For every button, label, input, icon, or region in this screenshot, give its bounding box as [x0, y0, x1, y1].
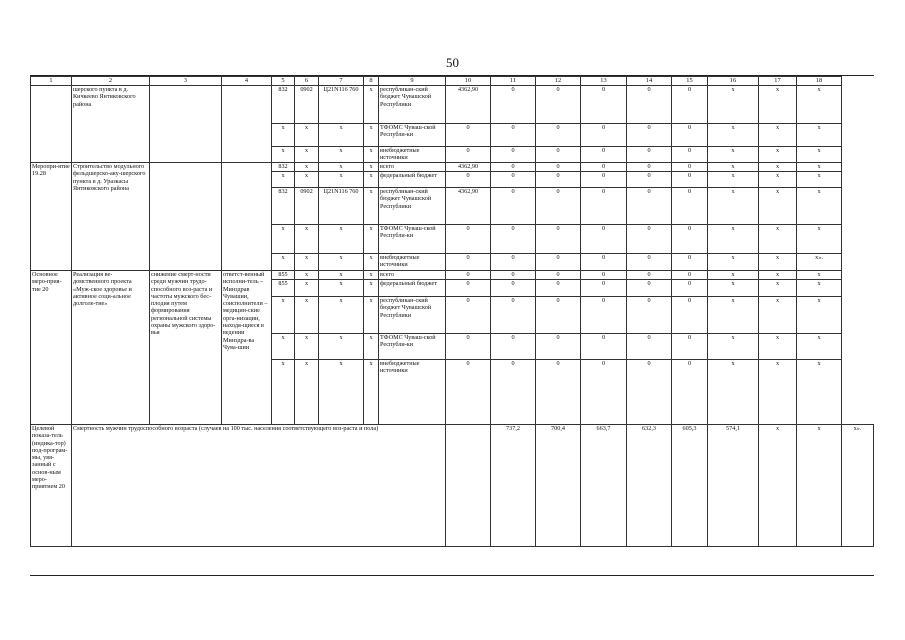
cell-col-5: 855: [272, 280, 295, 297]
cell-col-13: 0: [581, 297, 627, 334]
cell-col-13: 0: [581, 188, 627, 225]
cell-col-8: x: [364, 124, 379, 147]
cell-col-13: 0: [581, 172, 627, 188]
cell-col-15: 0: [672, 271, 708, 280]
cell-col-6: x: [295, 172, 319, 188]
cell-col-18: x: [797, 172, 842, 188]
cell-col-14: 0: [627, 124, 672, 147]
cell-col-5: 855: [272, 271, 295, 280]
cell-col-13: 0: [581, 163, 627, 172]
cell-col-12: 0: [536, 271, 581, 280]
cell-col-14: 0: [627, 360, 672, 425]
column-header-3: 3: [150, 77, 222, 86]
cell-col-16: x: [708, 163, 759, 172]
cell-col-12: 0: [536, 254, 581, 271]
cell-col-3: [150, 163, 222, 271]
cell-col-16: x: [708, 124, 759, 147]
cell-col-17: x: [759, 225, 797, 254]
cell-col-10: 4362,90: [446, 163, 491, 172]
cell-col-6: x: [295, 254, 319, 271]
column-header-row: [31, 77, 874, 86]
cell-col-9: федеральный бюджет: [379, 280, 446, 297]
cell-col-16: x: [708, 254, 759, 271]
cell-col-11: 0: [491, 86, 536, 124]
cell-col-13: 0: [581, 86, 627, 124]
cell-col-17: x: [759, 147, 797, 163]
cell-col-7: x: [319, 147, 364, 163]
cell-col-16: x: [708, 360, 759, 425]
top-rule: [30, 75, 874, 76]
column-header-1: 1: [31, 77, 72, 86]
cell-col-7: x: [319, 163, 364, 172]
cell-col-9: ТФОМС Чуваш-ской Республи-ки: [379, 334, 446, 360]
cell-col-17: x: [759, 297, 797, 334]
cell-col-14: 0: [627, 225, 672, 254]
cell-col-12: 0: [536, 124, 581, 147]
column-header-17: 17: [759, 77, 797, 86]
cell-col-11: 0: [491, 124, 536, 147]
cell-col-18: x: [797, 147, 842, 163]
cell-col-7: x: [319, 124, 364, 147]
cell-col-16: x: [708, 271, 759, 280]
cell-col-5: x: [272, 225, 295, 254]
column-header-7: 7: [319, 77, 364, 86]
cell-col-14: 0: [627, 188, 672, 225]
cell-col-13: 0: [581, 124, 627, 147]
cell-col-5: x: [272, 297, 295, 334]
cell-col-17: x: [759, 172, 797, 188]
cell-col-13: 0: [581, 254, 627, 271]
cell-col-8: x: [364, 254, 379, 271]
cell-col-9: внебюджетные источники: [379, 147, 446, 163]
cell-col-13: 0: [581, 225, 627, 254]
table-row: [31, 271, 874, 280]
cell-col-14: 0: [627, 147, 672, 163]
cell-col-5: x: [272, 254, 295, 271]
cell-col-10: 0: [446, 172, 491, 188]
cell-col-3: снижение смерт-ности среди мужчин трудо-способного воз-раста и частоты мужского бес-плодия путем формирования региональной системы охраны мужского здоро-вья: [150, 271, 222, 425]
cell-col-10: 0: [446, 297, 491, 334]
cell-col-9: всего: [379, 163, 446, 172]
cell-col-1: [31, 86, 72, 163]
cell-col-14: 0: [627, 334, 672, 360]
cell-col-5: x: [272, 147, 295, 163]
cell-col-9: республикан-ский бюджет Чувашской Республики: [379, 188, 446, 225]
column-header-16: 16: [708, 77, 759, 86]
cell-col-7: x: [319, 297, 364, 334]
cell-col-3: [150, 86, 222, 163]
cell-col-5: x: [272, 360, 295, 425]
indicator-value: 700,4: [536, 425, 581, 547]
cell-col-15: 0: [672, 188, 708, 225]
cell-col-1: Основное меро-прия-тие 20: [31, 271, 72, 425]
cell-col-9: республикан-ский бюджет Чувашской Республики: [379, 86, 446, 124]
cell-col-8: x: [364, 188, 379, 225]
cell-col-18: x: [797, 188, 842, 225]
program-table: [30, 76, 874, 547]
bottom-rule: [30, 575, 874, 576]
cell-col-15: 0: [672, 124, 708, 147]
cell-col-12: 0: [536, 297, 581, 334]
cell-col-13: 0: [581, 271, 627, 280]
cell-col-11: 0: [491, 225, 536, 254]
cell-col-9: республикан-ский бюджет Чувашской Республики: [379, 297, 446, 334]
cell-col-12: 0: [536, 86, 581, 124]
column-header-5: 5: [272, 77, 295, 86]
cell-col-15: 0: [672, 225, 708, 254]
cell-col-14: 0: [627, 280, 672, 297]
cell-col-11: 0: [491, 254, 536, 271]
cell-col-4: [222, 163, 272, 271]
cell-col-12: 0: [536, 172, 581, 188]
cell-col-6: x: [295, 124, 319, 147]
cell-col-7: x: [319, 172, 364, 188]
cell-col-18: x: [797, 225, 842, 254]
cell-col-6: x: [295, 297, 319, 334]
indicator-value: 632,3: [627, 425, 672, 547]
cell-col-6: x: [295, 334, 319, 360]
cell-col-7: x: [319, 271, 364, 280]
cell-col-1: Меропри-ятие 19.28: [31, 163, 72, 271]
cell-col-13: 0: [581, 360, 627, 425]
cell-col-11: 0: [491, 280, 536, 297]
cell-col-17: x: [759, 280, 797, 297]
cell-col-15: 0: [672, 360, 708, 425]
cell-col-6: x: [295, 280, 319, 297]
cell-col-18: x: [797, 334, 842, 360]
cell-col-13: 0: [581, 280, 627, 297]
column-header-6: 6: [295, 77, 319, 86]
column-header-12: 12: [536, 77, 581, 86]
cell-col-18: x: [797, 271, 842, 280]
cell-col-2: Реализация ве-домственного проекта «Муж-ское здоровье и активное соци-альное долголе-тие»: [72, 271, 150, 425]
cell-col-5: 832: [272, 188, 295, 225]
column-header-13: 13: [581, 77, 627, 86]
cell-col-11: 0: [491, 172, 536, 188]
cell-col-10: 0: [446, 280, 491, 297]
cell-col-17: x: [759, 254, 797, 271]
indicator-value: x: [797, 425, 842, 547]
cell-col-17: x: [759, 188, 797, 225]
cell-col-15: 0: [672, 172, 708, 188]
cell-col-8: x: [364, 334, 379, 360]
cell-col-18: x: [797, 280, 842, 297]
cell-col-6: 0902: [295, 86, 319, 124]
cell-col-7: x: [319, 360, 364, 425]
column-header-11: 11: [491, 77, 536, 86]
cell-col-9: внебюджетные источники: [379, 254, 446, 271]
cell-col-14: 0: [627, 254, 672, 271]
cell-col-15: 0: [672, 254, 708, 271]
cell-col-7: x: [319, 225, 364, 254]
cell-col-7: x: [319, 254, 364, 271]
cell-col-15: 0: [672, 163, 708, 172]
cell-col-10: 0: [446, 254, 491, 271]
cell-col-6: 0902: [295, 188, 319, 225]
cell-col-18: x: [797, 163, 842, 172]
table-row: [31, 86, 874, 124]
cell-col-8: x: [364, 147, 379, 163]
cell-col-15: 0: [672, 86, 708, 124]
cell-col-6: x: [295, 360, 319, 425]
cell-col-5: x: [272, 124, 295, 147]
cell-col-18: x: [797, 124, 842, 147]
column-header-10: 10: [446, 77, 491, 86]
cell-col-7: x: [319, 334, 364, 360]
cell-col-11: 0: [491, 163, 536, 172]
cell-col-16: x: [708, 86, 759, 124]
cell-col-10: 0: [446, 147, 491, 163]
cell-col-8: x: [364, 172, 379, 188]
cell-col-12: 0: [536, 360, 581, 425]
cell-col-16: x: [708, 297, 759, 334]
cell-col-7: x: [319, 280, 364, 297]
cell-col-8: x: [364, 297, 379, 334]
cell-col-17: x: [759, 124, 797, 147]
cell-col-16: x: [708, 188, 759, 225]
cell-col-11: 0: [491, 297, 536, 334]
cell-col-15: 0: [672, 297, 708, 334]
cell-col-12: 0: [536, 163, 581, 172]
cell-col-5: x: [272, 172, 295, 188]
cell-col-6: x: [295, 225, 319, 254]
cell-col-10: 0: [446, 334, 491, 360]
cell-col-16: x: [708, 147, 759, 163]
cell-col-10: 0: [446, 124, 491, 147]
indicator-value: 574,1: [708, 425, 759, 547]
cell-col-7: Ц21N116 760: [319, 86, 364, 124]
cell-col-4: ответст-венный исполни-тель – Минздрав Чувашии, соисполнители – медицин-ские орга-низации, находя-щиеся в ведении Минздра-ва Чува-шии: [222, 271, 272, 425]
cell-col-10: 4362,90: [446, 86, 491, 124]
cell-col-8: x: [364, 225, 379, 254]
cell-col-9: всего: [379, 271, 446, 280]
cell-col-17: x: [759, 271, 797, 280]
cell-col-10: 0: [446, 360, 491, 425]
cell-col-15: 0: [672, 280, 708, 297]
cell-col-10: 0: [446, 225, 491, 254]
cell-col-18: x: [797, 86, 842, 124]
cell-col-6: x: [295, 163, 319, 172]
column-header-4: 4: [222, 77, 272, 86]
cell-col-18: x: [797, 297, 842, 334]
cell-col-15: 0: [672, 147, 708, 163]
cell-col-13: 0: [581, 147, 627, 163]
cell-col-11: 0: [491, 360, 536, 425]
cell-col-14: 0: [627, 172, 672, 188]
cell-col-8: x: [364, 360, 379, 425]
cell-col-5: 832: [272, 163, 295, 172]
cell-col-13: 0: [581, 334, 627, 360]
cell-col-11: 0: [491, 188, 536, 225]
indicator-empty-cell: [446, 425, 491, 547]
indicator-value: x: [759, 425, 797, 547]
cell-col-14: 0: [627, 297, 672, 334]
cell-col-17: x: [759, 163, 797, 172]
cell-col-8: x: [364, 86, 379, 124]
cell-col-12: 0: [536, 147, 581, 163]
column-header-2: 2: [72, 77, 150, 86]
table-row: [31, 163, 874, 172]
cell-col-12: 0: [536, 280, 581, 297]
cell-col-18: x: [797, 360, 842, 425]
cell-col-11: 0: [491, 147, 536, 163]
page-number: 50: [446, 55, 459, 70]
cell-col-2: Строительство модульного фельдшерско-аку-шерского пункта в д. Уразкасы Янтиковского района: [72, 163, 150, 271]
cell-col-9: ТФОМС Чуваш-ской Республи-ки: [379, 124, 446, 147]
indicator-text: Смертность мужчин трудоспособного возраста (случаев на 100 тыс. населения соответствующего воз-раста и пола): [72, 425, 446, 547]
column-header-8: 8: [364, 77, 379, 86]
cell-col-12: 0: [536, 334, 581, 360]
cell-col-12: 0: [536, 225, 581, 254]
cell-col-18: x».: [797, 254, 842, 271]
indicator-value: x».: [842, 425, 874, 547]
indicator-label: Целевой показа-тель (индика-тор) под-програм-мы, увя-занный с основ-ным меро-приятием 20: [31, 425, 72, 547]
indicator-value: 737,2: [491, 425, 536, 547]
cell-col-2: шерского пункта в д. Кичкеево Янтиковского района: [72, 86, 150, 163]
cell-col-8: x: [364, 271, 379, 280]
column-header-18: 18: [797, 77, 842, 86]
cell-col-8: x: [364, 163, 379, 172]
cell-col-9: федеральный бюджет: [379, 172, 446, 188]
column-header-15: 15: [672, 77, 708, 86]
cell-col-14: 0: [627, 163, 672, 172]
cell-col-17: x: [759, 334, 797, 360]
cell-col-14: 0: [627, 86, 672, 124]
cell-col-7: Ц21N116 760: [319, 188, 364, 225]
cell-col-5: x: [272, 334, 295, 360]
column-header-14: 14: [627, 77, 672, 86]
cell-col-8: x: [364, 280, 379, 297]
table-body: [31, 86, 874, 547]
indicator-value: 663,7: [581, 425, 627, 547]
cell-col-16: x: [708, 225, 759, 254]
cell-col-17: x: [759, 86, 797, 124]
cell-col-11: 0: [491, 271, 536, 280]
cell-col-5: 832: [272, 86, 295, 124]
cell-col-16: x: [708, 334, 759, 360]
indicator-row: [31, 425, 874, 547]
cell-col-9: внебюджетные источники: [379, 360, 446, 425]
cell-col-14: 0: [627, 271, 672, 280]
indicator-value: 605,3: [672, 425, 708, 547]
cell-col-16: x: [708, 172, 759, 188]
cell-col-15: 0: [672, 334, 708, 360]
cell-col-10: 0: [446, 271, 491, 280]
cell-col-9: ТФОМС Чуваш-ской Республи-ки: [379, 225, 446, 254]
cell-col-10: 4362,90: [446, 188, 491, 225]
cell-col-17: x: [759, 360, 797, 425]
cell-col-11: 0: [491, 334, 536, 360]
cell-col-4: [222, 86, 272, 163]
cell-col-6: x: [295, 147, 319, 163]
cell-col-12: 0: [536, 188, 581, 225]
cell-col-16: x: [708, 280, 759, 297]
cell-col-6: x: [295, 271, 319, 280]
column-header-9: 9: [379, 77, 446, 86]
